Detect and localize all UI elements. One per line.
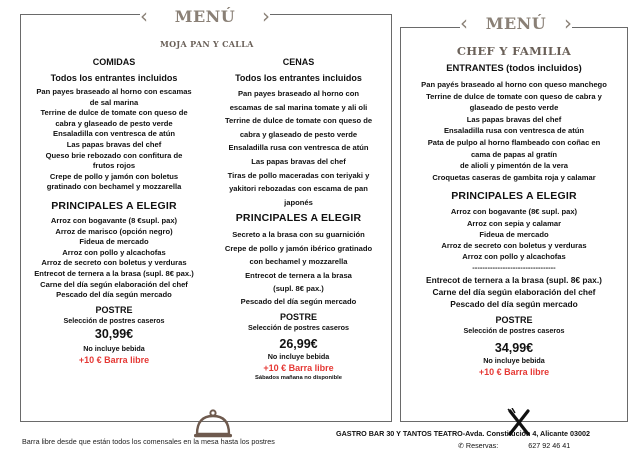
comidas-postre-text: Selección de postres caseros [63,315,165,325]
cenas-entrantes-heading: Todos los entrantes incluidos [235,73,362,83]
menu-item: cabra y glaseado de pesto verde [239,129,358,139]
menu-item: de alioli y pimentón de la vera [459,161,569,171]
menu-item: Las papas bravas del chef [466,114,562,124]
menu-item: Arroz con pollo y alcachofas [62,247,166,257]
menu-item: cama de papas al gratín [470,149,558,159]
right-principales-heading: PRINCIPALES A ELEGIR [451,190,577,203]
right-entrantes-list [402,79,626,183]
right-principales-list [402,206,626,273]
menu-item: Entrecot de ternera a la brasa [245,270,352,280]
menu-item: Entrecot de ternera a la brasa (supl. 8€ pax.) [34,268,194,278]
menu-item: Arroz de secreto con boletus y verduras [441,240,587,250]
cenas-principales-list [207,228,390,308]
cenas-price: 26,99€ [279,336,318,351]
right-barra-libre: +10 € Barra libre [478,366,550,377]
menu-item: Arroz de secreto con boletus y verduras [41,258,187,268]
menu-item: Ensaladilla rusa con ventresca de atún [228,143,369,153]
menu-item: frutos rojos [92,161,136,171]
cenas-column [207,56,390,383]
menu-item: Pan payes braseado al horno con [237,89,360,98]
menu-item: Ensaladilla con ventresca de atún [53,129,175,139]
comidas-entrantes-heading: Todos los entrantes incluidos [50,73,178,83]
menu-item: Las papas bravas del chef [251,156,346,166]
menu-item: con bechamel y mozzarella [249,257,348,267]
comidas-barra-libre: +10 € Barra libre [78,354,150,365]
right-no-bebida: No incluye bebida [483,355,545,365]
menu-item: Ensaladilla rusa con ventresca de atún [443,126,585,136]
menu-item: Crepe de pollo y jamón con boletus [49,171,179,181]
left-menu-subtitle: MOJA PAN Y CALLA [160,39,254,49]
left-menu-title-row [140,5,270,27]
menu-item: Arroz de marisco (opción negro) [55,226,173,236]
menu-item: Entrecot de ternera a la brasa (supl. 8€ pax.) [426,274,602,285]
menu-item: Carne del día según elaboración del chef [40,279,188,289]
footer-reservas-row [458,441,570,450]
cenas-heading: CENAS [282,57,315,67]
footer-barra-note: Barra libre desde que están todos los comensales en la mesa hasta los postres [22,437,275,446]
menu-item: glaseado de pesto verde [469,103,559,113]
cenas-no-bebida: No incluye bebida [267,351,330,361]
menu-item: japonés [284,197,313,207]
comidas-entrantes-list [22,87,206,193]
menu-item: escamas de sal marina tomate y ali oli [229,102,368,112]
menu-item: Pan payés braseado al horno con queso manchego [421,80,607,89]
right-principales-b-list [402,274,626,310]
footer-reservas-label: Reservas: [465,441,499,450]
right-postre-text: Selección de postres caseros [463,325,565,335]
chevron-left-icon: ‹ [460,11,468,35]
menu-item: Fideua de mercado [479,229,549,239]
chef-familia-column [402,44,626,378]
footer-phone[interactable]: 627 92 46 41 [528,441,571,450]
footer-address: GASTRO BAR 30 Y TANTOS TEATRO-Avda. Constitución 4, Alicante 03002 [336,429,591,438]
comidas-heading: COMIDAS [92,57,136,67]
menu-item: Pescado del día según mercado [56,290,172,300]
right-price: 34,99€ [494,340,534,355]
menu-item: Pescado del día según mercado [240,297,357,307]
menu-item: Arroz con bogavante (8 €supl. pax) [50,215,178,225]
chevron-right-icon: › [563,11,572,35]
comidas-principales-heading: PRINCIPALES A ELEGIR [51,199,177,212]
right-menu-subtitle: CHEF Y FAMILIA [456,44,572,58]
menu-item: Arroz con bogavante (8€ supl. pax) [450,207,578,217]
cenas-barra-libre: +10 € Barra libre [263,362,334,373]
left-menu-title: MENÚ [174,6,236,26]
comidas-price: 30,99€ [94,326,134,341]
cenas-postre-text: Selección de postres caseros [247,322,350,332]
comidas-principales-list [22,216,206,301]
menu-item: Fideua de mercado [79,237,149,247]
menu-item: Crepe de pollo y jamón ibérico gratinado [224,243,373,253]
cenas-entrantes-list [207,87,390,209]
cenas-postre-heading: POSTRE [279,311,317,322]
right-menu-title: MENÚ [485,13,547,33]
menu-item: --------------------------------- [472,263,556,273]
menu-item: Secreto a la brasa con su guarnición [232,230,365,240]
menu-item: Arroz con pollo y alcachofas [462,252,566,262]
comidas-no-bebida: No incluye bebida [83,343,145,353]
menu-item: Terrine de dulce de tomate con queso de [40,108,188,118]
menu-item: Arroz con sepia y calamar [466,218,562,228]
right-entrantes-heading: ENTRANTES (todos incluidos) [446,62,582,73]
menu-item: Terrine de dulce de tomate con queso de [224,116,373,126]
right-menu-title-row [460,12,572,34]
whatsapp-icon: ✆ [458,443,464,450]
menu-item: cabra y glaseado de pesto verde [55,118,173,128]
chevron-right-icon: › [261,4,270,28]
menu-item: Pata de pulpo al horno flambeado con coñac en [427,137,601,147]
menu-item: Pescado del día según mercado [450,298,578,309]
menu-item: Las papas bravas del chef [66,139,162,149]
menu-item: Pan payes braseado al horno con escamas [36,87,192,96]
cenas-sabados-note: Sábados mañana no disponible [255,374,342,381]
menu-item: Tiras de pollo maceradas con teriyaki y [227,170,370,180]
comidas-column [22,56,206,366]
menu-item: yakitori rebozadas con escama de pan [229,184,368,194]
menu-item: Croquetas caseras de gambita roja y calamar [432,172,596,182]
chevron-left-icon: ‹ [140,4,148,28]
menu-item: Queso brie rebozado con confitura de [45,150,183,160]
menu-item: de sal marina [89,97,139,107]
menu-item: Carne del día según elaboración del chef [432,286,596,297]
menu-item: gratinado con bechamel y mozzarella [46,182,182,192]
menu-item: (supl. 8€ pax.) [273,283,324,293]
right-postre-heading: POSTRE [495,314,533,325]
menu-item: Terrine de dulce de tomate con queso de cabra y [426,91,602,101]
comidas-postre-heading: POSTRE [95,304,133,315]
cenas-principales-heading: PRINCIPALES A ELEGIR [235,212,362,225]
